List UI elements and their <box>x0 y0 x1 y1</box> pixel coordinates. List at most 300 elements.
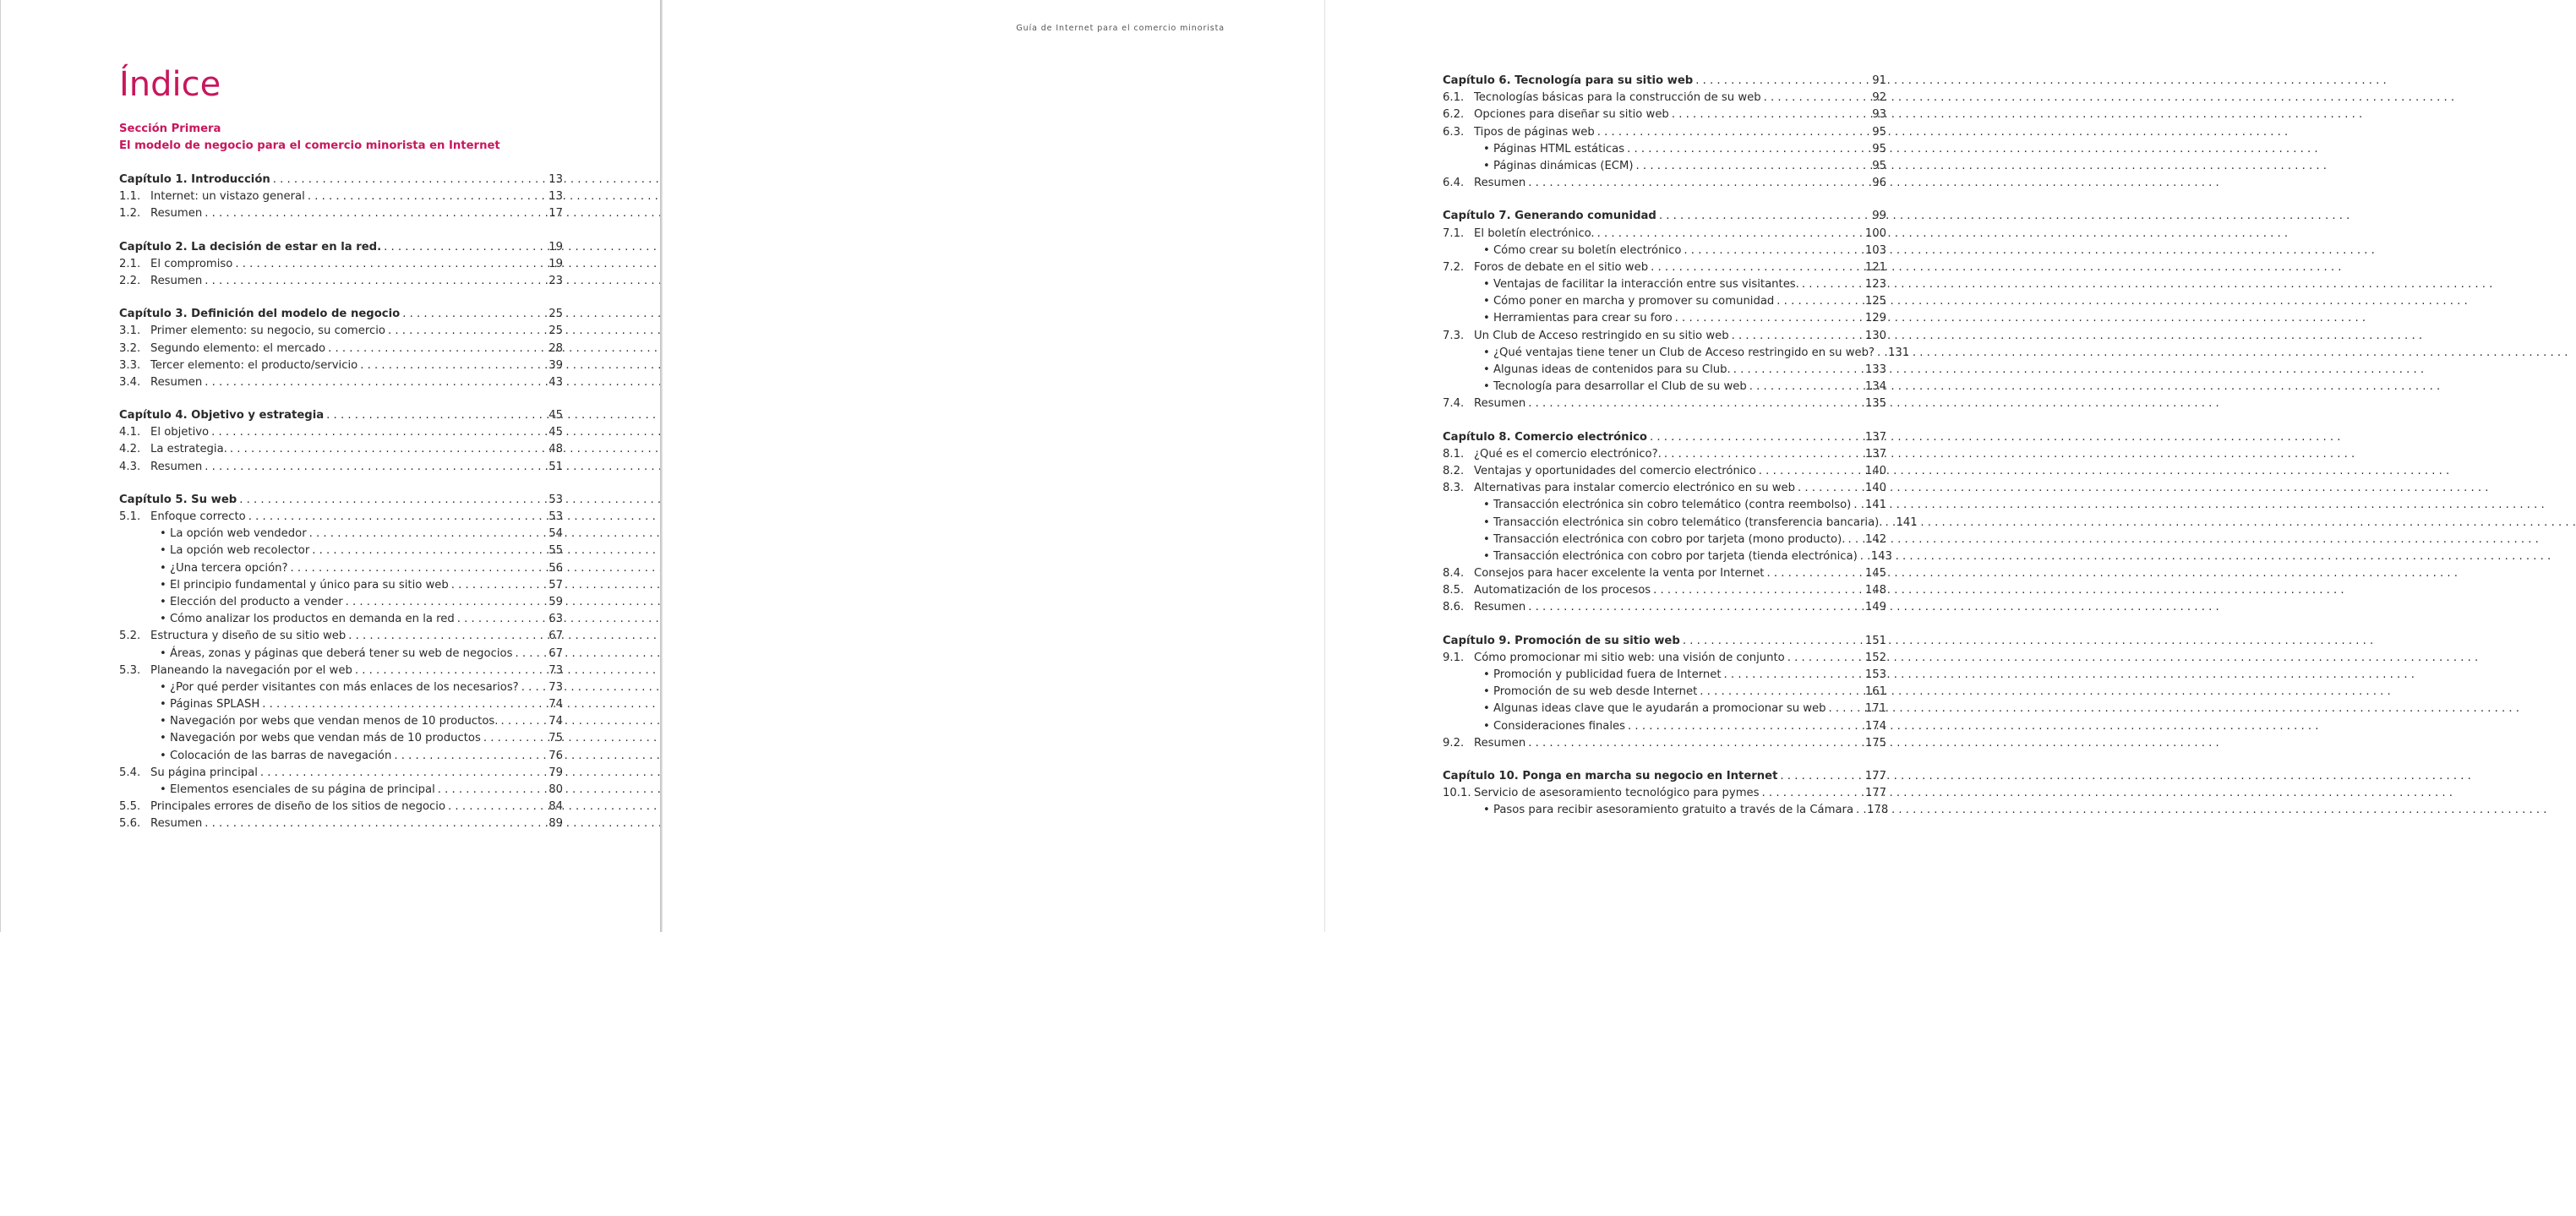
toc-entry-text: Automatización de los procesos <box>1474 584 1651 597</box>
toc-section-number: 8.2. <box>1443 464 1465 477</box>
toc-entry-text: • Áreas, zonas y páginas que deberá tener su web de negocios <box>160 646 513 660</box>
toc-section-row <box>1443 735 1886 752</box>
toc-entry-text: El compromiso <box>150 257 233 270</box>
toc-leader-dots <box>1733 362 1863 379</box>
toc-section-row <box>1443 463 1886 480</box>
toc-leader-dots <box>1684 243 1862 259</box>
toc-leader-dots <box>262 696 546 713</box>
toc-page-number: 53 <box>548 510 563 523</box>
toc-subitem-row <box>1443 532 1886 548</box>
toc-entry-text: Segundo elemento: el mercado <box>150 341 326 355</box>
toc-subitem-row <box>1443 802 1889 819</box>
toc-subitem-row <box>1443 379 1886 395</box>
toc-subitem-row <box>119 730 563 747</box>
toc-page-number: 74 <box>548 698 563 712</box>
toc-section-row <box>119 188 563 205</box>
toc-section-number: 5.2. <box>119 630 141 643</box>
toc-page-number: 140 <box>1864 464 1886 477</box>
toc-leader-dots <box>211 424 546 441</box>
toc-entry-text: • Transacción electrónica sin cobro telemático (transferencia bancaria). <box>1483 515 1883 529</box>
toc-page-number: 51 <box>548 460 563 473</box>
toc-leader-dots <box>1877 345 1886 362</box>
toc-entry-text: • Consideraciones finales <box>1483 719 1626 733</box>
section-title: El modelo de negocio para el comercio minorista en Internet <box>119 139 500 152</box>
toc-leader-dots <box>308 188 546 205</box>
toc-leader-dots <box>521 679 547 696</box>
toc-entry-text: • Elección del producto a vender <box>160 595 343 608</box>
toc-leader-dots <box>1829 701 1863 717</box>
toc-section-row <box>1443 90 1886 106</box>
toc-leader-dots <box>1650 429 1863 446</box>
toc-section-row <box>1443 480 1886 497</box>
toc-entry-text: • Navegación por webs que vendan más de 10 productos <box>160 732 481 745</box>
toc-entry-text: • Transacción electrónica con cobro por tarjeta (mono producto). <box>1483 532 1846 546</box>
toc-section-row <box>1443 259 1886 276</box>
toc-section-row <box>1443 226 1886 243</box>
toc-entry-text: Resumen <box>150 817 203 831</box>
toc-page-number: 153 <box>1864 668 1886 681</box>
toc-entry-text: Tercer elemento: el producto/servicio <box>150 358 358 372</box>
toc-leader-dots <box>451 577 546 594</box>
toc-chapter-row <box>119 407 563 424</box>
toc-leader-dots <box>438 782 546 799</box>
toc-entry-text: La estrategia. <box>150 443 227 456</box>
toc-leader-dots <box>1695 73 1869 90</box>
toc-page-number: 142 <box>1864 532 1886 546</box>
toc-subitem-row <box>119 646 563 663</box>
toc-leader-dots <box>457 611 546 628</box>
toc-page-number: 95 <box>1872 142 1886 155</box>
toc-leader-dots <box>326 407 546 424</box>
toc-entry-text: Resumen <box>1474 397 1526 411</box>
toc-leader-dots <box>384 239 546 256</box>
toc-page-number: 89 <box>548 817 563 831</box>
toc-page-number: 161 <box>1864 685 1886 699</box>
toc-leader-dots <box>348 628 546 645</box>
toc-subitem-row <box>1443 293 1886 310</box>
toc-section-number: 8.1. <box>1443 447 1465 461</box>
toc-page-number: 76 <box>548 749 563 762</box>
toc-subitem-row <box>1443 667 1886 684</box>
toc-page-number: 137 <box>1864 430 1886 444</box>
toc-page-number: 123 <box>1864 278 1886 292</box>
toc-leader-dots <box>273 172 546 188</box>
toc-entry-text: Principales errores de diseño de los sitios de negocio <box>150 800 446 814</box>
toc-entry-text: • Promoción de su web desde Internet <box>1483 685 1698 699</box>
toc-section-number: 6.1. <box>1443 91 1465 105</box>
toc-entry-text: • Herramientas para crear su foro <box>1483 312 1673 325</box>
toc-entry-text: Capítulo 10. Ponga en marcha su negocio en Internet <box>1443 769 1778 782</box>
toc-page-number: 95 <box>1872 125 1886 139</box>
toc-leader-dots <box>1885 515 1893 532</box>
toc-subitem-row <box>1443 548 1892 565</box>
toc-leader-dots <box>1597 226 1863 243</box>
toc-subitem-row <box>119 611 563 628</box>
toc-leader-dots <box>235 256 546 273</box>
toc-entry-text: • Transacción electrónica con cobro por tarjeta (tienda electrónica) <box>1483 549 1858 563</box>
toc-page-number: 151 <box>1864 634 1886 647</box>
toc-entry-text: • Páginas HTML estáticas <box>1483 142 1625 155</box>
toc-entry-text: Su página principal <box>150 766 258 779</box>
toc-chapter-row <box>119 239 563 256</box>
toc-section-row <box>119 256 563 273</box>
toc-section-row <box>1443 395 1886 412</box>
toc-entry-text: • Cómo crear su boletín electrónico <box>1483 243 1682 257</box>
toc-section-row <box>119 815 563 832</box>
toc-leader-dots <box>1651 259 1863 276</box>
toc-page-number: 23 <box>548 274 563 287</box>
toc-subitem-row <box>119 577 563 594</box>
toc-chapter-row <box>1443 429 1886 446</box>
toc-entry-text: ¿Qué es el comercio electrónico?. <box>1474 447 1662 461</box>
toc-page-number: 134 <box>1864 380 1886 394</box>
toc-chapter-row <box>119 492 563 509</box>
toc-page-number: 129 <box>1864 312 1886 325</box>
toc-section-number: 8.4. <box>1443 567 1465 581</box>
toc-leader-dots <box>1672 106 1869 123</box>
toc-subitem-row <box>119 526 563 543</box>
toc-leader-dots <box>1759 463 1863 480</box>
toc-subitem-row <box>1443 158 1886 175</box>
toc-page-number: 53 <box>548 493 563 506</box>
toc-section-number: 6.4. <box>1443 177 1465 190</box>
toc-subitem-row <box>1443 684 1886 701</box>
toc-chapter-row <box>119 172 563 188</box>
toc-leader-dots <box>1659 208 1869 225</box>
toc-page-number: 99 <box>1872 210 1886 223</box>
toc-leader-dots <box>328 341 546 357</box>
toc-leader-dots <box>1528 735 1863 752</box>
toc-page-number: 125 <box>1864 295 1886 308</box>
toc-entry-text: Foros de debate en el sitio web <box>1474 260 1649 274</box>
toc-page-number: 45 <box>548 409 563 423</box>
toc-page-number: 178 <box>1867 804 1889 817</box>
toc-page-number: 67 <box>548 646 563 660</box>
toc-subitem-row <box>119 594 563 611</box>
toc-page-number: 95 <box>1872 159 1886 172</box>
toc-page-number: 19 <box>548 240 563 254</box>
toc-section-number: 7.4. <box>1443 397 1465 411</box>
toc-page-number: 174 <box>1864 719 1886 733</box>
toc-page-number: 56 <box>548 561 563 575</box>
toc-chapter-row <box>1443 73 1886 90</box>
toc-leader-dots <box>394 748 546 765</box>
toc-section-number: 3.4. <box>119 375 141 389</box>
toc-entry-text: • Páginas dinámicas (ECM) <box>1483 159 1634 172</box>
toc-entry-text: El objetivo <box>150 426 210 439</box>
toc-page-number: 55 <box>548 544 563 558</box>
toc-entry-text: Resumen <box>150 460 203 473</box>
toc-page-number: 137 <box>1864 447 1886 461</box>
toc-entry-text: • Páginas SPLASH <box>160 698 260 712</box>
toc-entry-text: Servicio de asesoramiento tecnológico para pymes <box>1474 787 1760 800</box>
toc-section-number: 7.3. <box>1443 329 1465 342</box>
toc-page-number: 145 <box>1864 567 1886 581</box>
toc-section-row <box>119 459 563 476</box>
toc-page-number: 141 <box>1896 515 1918 529</box>
page-title: Índice <box>119 65 221 104</box>
toc-entry-text: • ¿Por qué perder visitantes con más enlaces de los necesarios? <box>160 680 519 694</box>
toc-section-number: 2.2. <box>119 274 141 287</box>
toc-entry-text: • ¿Una tercera opción? <box>160 561 288 575</box>
toc-page-number: 96 <box>1872 177 1886 190</box>
toc-entry-text: • Promoción y publicidad fuera de Internet <box>1483 668 1722 681</box>
toc-section-number: 3.2. <box>119 341 141 355</box>
toc-leader-dots <box>1749 379 1863 395</box>
toc-entry-text: • La opción web vendedor <box>160 527 307 541</box>
toc-page-number: 141 <box>1864 499 1886 512</box>
toc-entry-text: • Tecnología para desarrollar el Club de su web <box>1483 380 1747 394</box>
toc-leader-dots <box>448 799 546 815</box>
toc-section-row <box>1443 124 1886 141</box>
toc-section-number: 7.2. <box>1443 260 1465 274</box>
toc-leader-dots <box>346 594 547 611</box>
toc-entry-text: • Navegación por webs que vendan menos de 10 productos. <box>160 715 499 728</box>
toc-leader-dots <box>1764 90 1870 106</box>
toc-entry-text: Capítulo 1. Introducción <box>119 173 270 186</box>
toc-page-number: 67 <box>548 630 563 643</box>
toc-leader-dots <box>1528 395 1863 412</box>
toc-page-number: 148 <box>1864 584 1886 597</box>
toc-chapter-row <box>1443 768 1886 785</box>
toc-entry-text: Consejos para hacer excelente la venta por Internet <box>1474 567 1765 581</box>
toc-entry-text: Resumen <box>1474 601 1526 614</box>
toc-entry-text: Ventajas y oportunidades del comercio electrónico <box>1474 464 1756 477</box>
toc-entry-text: • Colocación de las barras de navegación <box>160 749 392 762</box>
toc-entry-text: Capítulo 5. Su web <box>119 493 237 506</box>
toc-subitem-row <box>1443 310 1886 327</box>
toc-chapter-row <box>1443 633 1886 650</box>
toc-page-number: 103 <box>1864 243 1886 257</box>
toc-chapter-row <box>1443 208 1886 225</box>
toc-section-row <box>119 663 563 679</box>
toc-entry-text: • Algunas ideas clave que le ayudarán a promocionar su web <box>1483 702 1826 716</box>
toc-leader-dots <box>1780 768 1862 785</box>
toc-subitem-row <box>1443 141 1886 158</box>
toc-entry-text: Tecnologías básicas para la construcción de su web <box>1474 91 1761 105</box>
toc-section-number: 1.2. <box>119 207 141 221</box>
toc-leader-dots <box>388 323 546 340</box>
toc-page-number: 177 <box>1864 769 1886 782</box>
toc-section-number: 5.5. <box>119 800 141 814</box>
toc-section-number: 1.1. <box>119 190 141 204</box>
toc-section-row <box>119 765 563 782</box>
toc-page-number: 135 <box>1864 397 1886 411</box>
toc-section-number: 5.6. <box>119 817 141 831</box>
toc-page-number: 80 <box>548 783 563 796</box>
toc-section-number: 6.3. <box>1443 125 1465 139</box>
toc-section-number: 5.1. <box>119 510 141 523</box>
toc-page-number: 121 <box>1864 260 1886 274</box>
toc-section-row <box>119 374 563 391</box>
toc-leader-dots <box>1766 565 1862 582</box>
toc-leader-dots <box>260 765 546 782</box>
toc-page-number: 133 <box>1864 363 1886 376</box>
toc-subitem-row <box>1443 701 1886 717</box>
left-page <box>0 0 661 932</box>
toc-leader-dots <box>291 560 547 577</box>
toc-leader-dots <box>1847 532 1862 548</box>
toc-leader-dots <box>205 273 546 290</box>
toc-section-row <box>1443 650 1886 667</box>
toc-chapter-row <box>119 306 563 323</box>
toc-page-number: 74 <box>548 715 563 728</box>
toc-leader-dots <box>1724 667 1863 684</box>
toc-section-number: 5.3. <box>119 663 141 677</box>
toc-leader-dots <box>248 509 547 526</box>
toc-leader-dots <box>1732 328 1863 345</box>
toc-leader-dots <box>1627 141 1869 158</box>
toc-section-row <box>119 273 563 290</box>
toc-leader-dots <box>483 730 546 747</box>
toc-page-number: 175 <box>1864 736 1886 750</box>
toc-leader-dots <box>1762 785 1863 802</box>
toc-entry-text: Capítulo 6. Tecnología para su sitio web <box>1443 74 1694 87</box>
toc-page-number: 13 <box>548 190 563 204</box>
toc-section-number: 8.6. <box>1443 601 1465 614</box>
toc-entry-text: • Transacción electrónica sin cobro telemático (contra reembolso) <box>1483 499 1852 512</box>
toc-section-number: 3.1. <box>119 324 141 338</box>
toc-entry-text: Resumen <box>1474 736 1526 750</box>
toc-subitem-row <box>1443 276 1886 293</box>
toc-section-number: 2.1. <box>119 257 141 270</box>
toc-section-number: 5.4. <box>119 766 141 779</box>
toc-page-number: 25 <box>548 308 563 321</box>
toc-page-number: 143 <box>1870 549 1892 563</box>
toc-section-number: 4.3. <box>119 460 141 473</box>
toc-section-row <box>1443 582 1886 599</box>
toc-leader-dots <box>205 374 546 391</box>
toc-entry-text: Capítulo 2. La decisión de estar en la red. <box>119 240 382 254</box>
toc-section-number: 6.2. <box>1443 108 1465 122</box>
toc-leader-dots <box>1798 480 1863 497</box>
toc-entry-text: Capítulo 7. Generando comunidad <box>1443 210 1656 223</box>
toc-section-row <box>119 357 563 374</box>
toc-entry-text: Planeando la navegación por el web <box>150 663 352 677</box>
toc-entry-text: Cómo promocionar mi sitio web: una visión de conjunto <box>1474 651 1785 664</box>
toc-subitem-row <box>119 679 563 696</box>
toc-leader-dots <box>230 441 546 458</box>
toc-left-column <box>119 172 563 833</box>
toc-entry-text: Alternativas para instalar comercio electrónico en su web <box>1474 482 1796 495</box>
toc-leader-dots <box>205 205 546 222</box>
toc-page-number: 149 <box>1864 601 1886 614</box>
toc-section-row <box>119 509 563 526</box>
toc-section-number: 4.2. <box>119 443 141 456</box>
toc-section-row <box>1443 785 1886 802</box>
toc-leader-dots <box>205 815 546 832</box>
toc-page-number: 171 <box>1864 702 1886 716</box>
toc-section-number: 9.1. <box>1443 651 1465 664</box>
toc-entry-text: Capítulo 8. Comercio electrónico <box>1443 430 1647 444</box>
toc-section-row <box>119 799 563 815</box>
toc-leader-dots <box>355 663 546 679</box>
toc-page-number: 91 <box>1872 74 1886 87</box>
toc-section-row <box>119 441 563 458</box>
toc-entry-text: Capítulo 3. Definición del modelo de negocio <box>119 308 401 321</box>
toc-entry-text: • Elementos esenciales de su página de principal <box>160 783 435 796</box>
toc-entry-text: • Ventajas de facilitar la interacción entre sus visitantes. <box>1483 278 1799 292</box>
toc-entry-text: Estructura y diseño de su sitio web <box>150 630 347 643</box>
toc-section-row <box>119 424 563 441</box>
toc-page-number: 100 <box>1864 226 1886 240</box>
toc-page-number: 177 <box>1864 787 1886 800</box>
toc-leader-dots <box>1787 650 1863 667</box>
toc-leader-dots <box>1853 497 1863 514</box>
toc-subitem-row <box>119 713 563 730</box>
toc-leader-dots <box>1636 158 1870 175</box>
toc-section-number: 9.2. <box>1443 736 1465 750</box>
toc-section-row <box>1443 106 1886 123</box>
toc-section-number: 8.3. <box>1443 482 1465 495</box>
toc-section-number: 3.3. <box>119 358 141 372</box>
toc-section-row <box>119 341 563 357</box>
toc-leader-dots <box>1700 684 1863 701</box>
running-header: Guía de Internet para el comercio minorista <box>1016 24 1225 33</box>
toc-entry-text: Resumen <box>1474 177 1526 190</box>
toc-leader-dots <box>1683 633 1863 650</box>
toc-section-row <box>119 323 563 340</box>
toc-section-number: 8.5. <box>1443 584 1465 597</box>
toc-subitem-row <box>1443 362 1886 379</box>
toc-right-column <box>1443 73 1918 820</box>
toc-leader-dots <box>312 543 546 559</box>
toc-entry-text: • La opción web recolector <box>160 544 310 558</box>
toc-subitem-row <box>1443 515 1918 532</box>
toc-leader-dots <box>360 357 546 374</box>
toc-subitem-row <box>119 782 563 799</box>
toc-page-number: 73 <box>548 680 563 694</box>
toc-page-number: 92 <box>1872 91 1886 105</box>
toc-subitem-row <box>119 560 563 577</box>
section-label: Sección Primera <box>119 123 221 135</box>
toc-subitem-row <box>1443 345 1910 362</box>
toc-entry-text: Resumen <box>150 207 203 221</box>
toc-leader-dots <box>402 306 546 323</box>
toc-page-number: 152 <box>1864 651 1886 664</box>
toc-entry-text: Opciones para diseñar su sitio web <box>1474 108 1669 122</box>
toc-entry-text: Resumen <box>150 375 203 389</box>
toc-page-number: 79 <box>548 766 563 779</box>
toc-page-number: 39 <box>548 358 563 372</box>
toc-subitem-row <box>1443 497 1886 514</box>
toc-entry-text: • Cómo poner en marcha y promover su comunidad <box>1483 295 1775 308</box>
toc-subitem-row <box>119 543 563 559</box>
toc-page-number: 28 <box>548 341 563 355</box>
toc-entry-text: El boletín electrónico. <box>1474 226 1595 240</box>
toc-page-number: 84 <box>548 800 563 814</box>
toc-page-number: 140 <box>1864 482 1886 495</box>
toc-entry-text: Capítulo 9. Promoción de su sitio web <box>1443 634 1680 647</box>
toc-page-number: 75 <box>548 732 563 745</box>
toc-entry-text: Tipos de páginas web <box>1474 125 1595 139</box>
toc-page-number: 45 <box>548 426 563 439</box>
right-page <box>663 0 1918 932</box>
toc-leader-dots <box>1860 548 1869 565</box>
toc-leader-dots <box>1675 310 1863 327</box>
toc-subitem-row <box>1443 243 1886 259</box>
toc-leader-dots <box>309 526 547 543</box>
toc-entry-text: • El principio fundamental y único para su sitio web <box>160 578 449 592</box>
toc-leader-dots <box>1653 582 1863 599</box>
toc-entry-text: • ¿Qué ventajas tiene tener un Club de Acceso restringido en su web? <box>1483 346 1875 359</box>
toc-leader-dots <box>1802 276 1863 293</box>
toc-entry-text: Internet: un vistazo general <box>150 190 305 204</box>
toc-entry-text: Enfoque correcto <box>150 510 246 523</box>
toc-section-number: 10.1. <box>1443 787 1471 800</box>
toc-section-row <box>1443 328 1886 345</box>
toc-leader-dots <box>205 459 546 476</box>
